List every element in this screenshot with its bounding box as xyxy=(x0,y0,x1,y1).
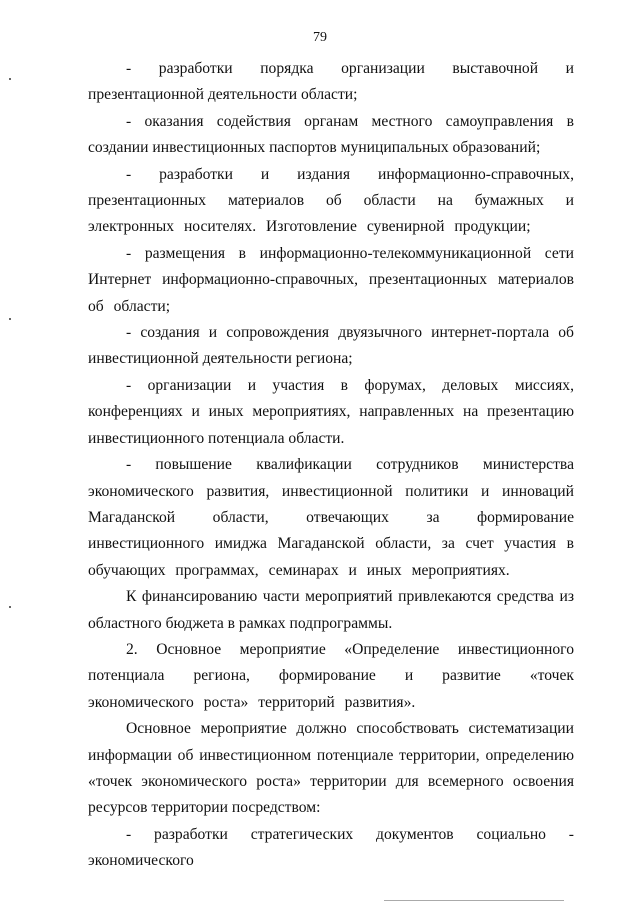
paragraph-staff-training: - повышение квалификации сотрудников министерства экономического развития, инвестиционной политики и инноваций Магаданской области, отвечающих за формирование инвестиционного имиджа Магаданской области, за счет участия в обучающих программах, семинарах и иных мероприятиях. xyxy=(88,456,574,579)
paragraph-internet-placement: - размещения в информационно-телекоммуникационной сети Интернет информационно-справочных, презентационных материалов об области; xyxy=(88,244,574,315)
scan-bottom-edge xyxy=(384,900,564,901)
paragraph-exhibition-procedure: - разработки порядка организации выставочной и презентационной деятельности области; xyxy=(88,60,574,104)
document-body xyxy=(88,56,574,875)
paragraph-strategic-documents: - разработки стратегических документов социально - экономического xyxy=(88,825,574,870)
paragraph-financing: К финансированию части мероприятий привлекаются средства из областного бюджета в рамках подпрограммы. xyxy=(88,588,574,632)
paragraph-bilingual-portal: - создания и сопровождения двуязычного интернет-портала об инвестиционной деятельности региона; xyxy=(88,324,574,368)
scan-margin-mark xyxy=(9,318,11,320)
paragraph-main-activity-2: 2. Основное мероприятие «Определение инвестиционного потенциала региона, формирование и развитие «точек экономического роста» территорий развития». xyxy=(88,640,574,711)
paragraph-forums-participation: - организации и участия в форумах, деловых миссиях, конференциях и иных мероприятиях, направленных на презентацию инвестиционного потенциала области. xyxy=(88,376,574,447)
scan-margin-mark xyxy=(9,78,11,80)
page-number: 79 xyxy=(313,30,327,45)
paragraph-investment-passports: - оказания содействия органам местного самоуправления в создании инвестиционных паспортов муниципальных образований; xyxy=(88,112,574,157)
paragraph-publishing-materials: - разработки и издания информационно-справочных, презентационных материалов об области на бумажных и электронных носителях. Изготовление сувенирной продукции; xyxy=(88,165,574,236)
scan-margin-mark xyxy=(9,606,11,608)
paragraph-main-activity-purpose: Основное мероприятие должно способствовать систематизации информации об инвестиционном потенциале территории, определению «точек экономического роста» территории для всемерного освоения ресурсов территории посредством: xyxy=(88,720,574,817)
